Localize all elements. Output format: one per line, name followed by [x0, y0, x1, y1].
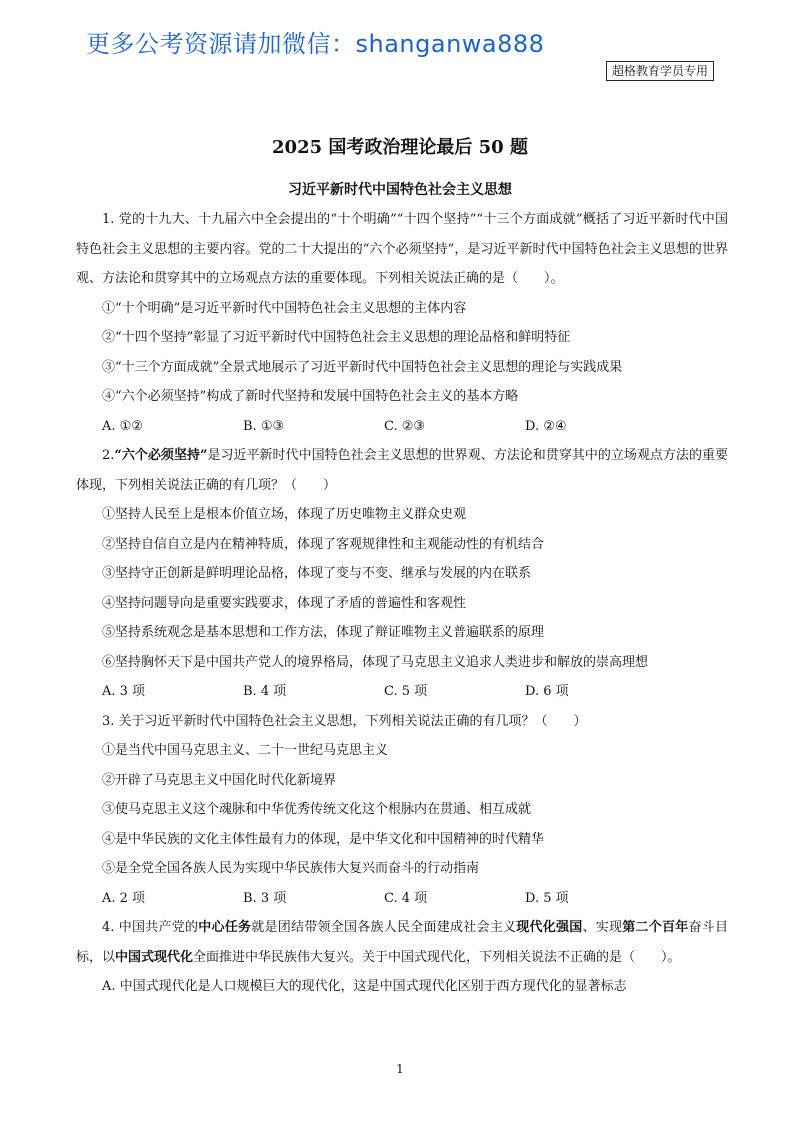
question-2-item-1: ①坚持人民至上是根本价值立场，体现了历史唯物主义群众史观	[102, 507, 467, 522]
question-3-stem: 3. 关于习近平新时代中国特色社会主义思想，下列相关说法正确的有几项？（ ）	[102, 713, 587, 729]
question-2-rest: 是习近平新时代中国特色社会主义思想的世界观、方法论和贯穿其中的立场观点方法的重要体现，下列相关说法正确的有几项？（ ）	[76, 448, 728, 493]
q4-bold-2: 现代化强国	[516, 920, 583, 935]
question-3-item-4: ④是中华民族的文化主体性最有力的体现，是中华文化和中国精神的时代精华	[102, 831, 545, 847]
question-2-item-2: ②坚持自信自立是内在精神特质，体现了客观规律性和主观能动性的有机结合	[102, 536, 545, 552]
stamp-label: 超格教育学员专用	[606, 61, 714, 81]
question-1-item-1: ①“十个明确”是习近平新时代中国特色社会主义思想的主体内容	[102, 300, 467, 316]
question-content	[76, 205, 728, 1002]
q4-bold-1: 中心任务	[198, 920, 252, 935]
question-2-item-5: ⑤坚持系统观念是基本思想和工作方法，体现了辩证唯物主义普遍联系的原理	[102, 625, 545, 640]
section-heading: 习近平新时代中国特色社会主义思想	[288, 182, 512, 198]
question-3-item-3: ③使马克思主义这个魂脉和中华优秀传统文化这个根脉内在贯通、相互成就	[102, 802, 532, 817]
question-1-item-3: ③“十三个方面成就”全景式地展示了习近平新时代中国特色社会主义思想的理论与实践成果	[102, 359, 623, 375]
option-b: B. ①③	[243, 418, 285, 434]
question-4-stem	[76, 913, 728, 972]
q4-bold-4: 中国式现代化	[115, 949, 194, 965]
question-3-item-5: ⑤是全党全国各族人民为实现中华民族伟大复兴而奋斗的行动指南	[102, 861, 480, 876]
question-2-item-4: ④坚持问题导向是重要实践要求，体现了矛盾的普遍性和客观性	[102, 595, 467, 611]
page-number: 1	[396, 1062, 404, 1076]
document-title: 2025 国考政治理论最后 50 题	[272, 137, 528, 158]
option-c: C. 5 项	[384, 684, 428, 699]
question-1-stem: 1. 党的十九大、十九届六中全会提出的“十个明确”“十四个坚持”“十三个方面成就”概括了习近平新时代中国特色社会主义思想的主要内容。党的二十大提出的“六个必须坚持”，是习近平新时代中国特色社会主义思想的世界观、方法论和贯穿其中的立场观点方法的重要体现。下列相关说法正确的是（ ）。	[76, 212, 728, 286]
q4-text-3: 、实现	[582, 920, 623, 935]
question-2-stem	[76, 441, 728, 500]
question-3-item-2: ②开辟了马克思主义中国化时代化新境界	[102, 772, 337, 788]
option-b: B. 3 项	[243, 890, 287, 906]
option-c: C. 4 项	[384, 890, 428, 906]
question-2-item-6: ⑥坚持胸怀天下是中国共产党人的境界格局，体现了马克思主义追求人类进步和解放的崇高理想	[102, 654, 649, 670]
question-3-item-1: ①是当代中国马克思主义、二十一世纪马克思主义	[102, 743, 389, 758]
question-2-item-3: ③坚持守正创新是鲜明理论品格，体现了变与不变、继承与发展的内在联系	[102, 566, 532, 581]
q4-bold-3: 第二个百年	[622, 920, 689, 935]
q4-text-2: 就是团结带领全国各族人民全面建成社会主义	[251, 920, 517, 935]
question-2-bold-term: “六个必须坚持”	[114, 448, 208, 463]
option-d: D. ②④	[525, 418, 567, 434]
option-a: A. ①②	[102, 418, 143, 434]
question-3-options	[76, 884, 728, 914]
question-4-option-a: A. 中国式现代化是人口规模巨大的现代化，这是中国式现代化区别于西方现代化的显著标志	[102, 979, 627, 994]
q4-text-5: 全面推进中华民族伟大复兴。关于中国式现代化，下列相关说法不正确的是（ ）。	[193, 949, 681, 965]
option-d: D. 5 项	[525, 890, 569, 906]
q4-text-4: 奋斗目标，以	[76, 920, 728, 965]
question-1-item-2: ②“十四个坚持”彰显了习近平新时代中国特色社会主义思想的理论品格和鲜明特征	[102, 330, 571, 345]
question-1-item-4: ④“六个必须坚持”构成了新时代坚持和发展中国特色社会主义的基本方略	[102, 389, 519, 404]
option-a: A. 2 项	[102, 890, 146, 906]
option-b: B. 4 项	[243, 684, 287, 699]
q4-text-1: 4. 中国共产党的	[102, 920, 199, 935]
option-a: A. 3 项	[102, 684, 146, 699]
option-c: C. ②③	[384, 418, 426, 434]
watermark-text: 更多公考资源请加微信：shanganwa888	[86, 30, 545, 58]
question-1-options	[76, 412, 728, 442]
question-2-number: 2.	[102, 448, 115, 463]
option-d: D. 6 项	[525, 684, 569, 699]
question-2-options	[76, 677, 728, 707]
